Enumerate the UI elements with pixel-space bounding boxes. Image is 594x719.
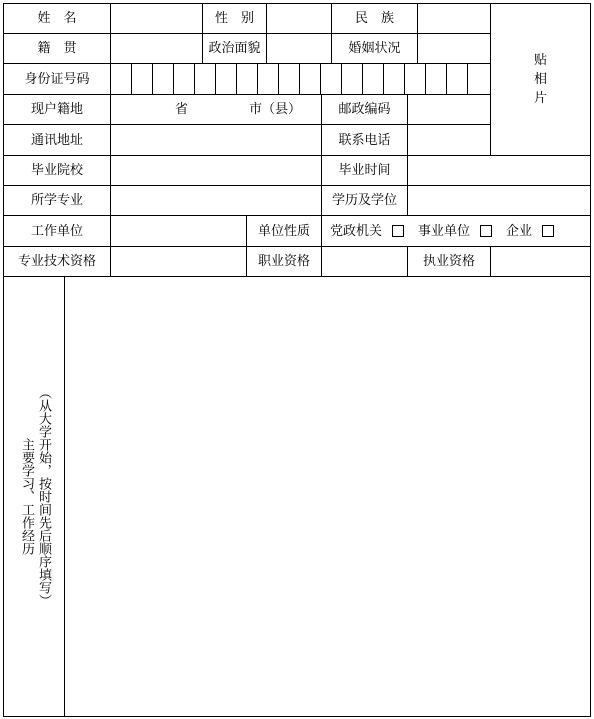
history-title: 主要学习、工作经历	[19, 438, 34, 555]
unit-option-enterprise[interactable]: 企业	[506, 225, 554, 238]
ethnicity-field[interactable]	[417, 3, 491, 34]
phone-field[interactable]	[407, 124, 491, 156]
province-label: 省	[175, 102, 189, 117]
employer-label: 工作单位	[3, 215, 111, 247]
id-digit-divider	[383, 63, 404, 95]
gender-label: 性 别	[202, 3, 267, 34]
marital-status-field[interactable]	[417, 33, 491, 64]
history-field[interactable]	[64, 276, 591, 717]
id-digit-divider	[215, 63, 236, 95]
photo-label-3: 片	[533, 91, 547, 106]
checkbox-icon[interactable]	[542, 225, 554, 237]
id-digit-divider	[446, 63, 467, 95]
household-label: 现户籍地	[3, 94, 111, 125]
checkbox-icon[interactable]	[480, 225, 492, 237]
id-digit-divider	[341, 63, 362, 95]
job-qual-label: 职业资格	[246, 246, 322, 277]
native-place-field[interactable]	[110, 33, 203, 64]
grad-time-field[interactable]	[407, 155, 591, 186]
city-label: 市（县）	[249, 102, 302, 117]
employer-field[interactable]	[110, 215, 247, 247]
ethnicity-label: 民 族	[331, 3, 418, 34]
practice-qual-label: 执业资格	[407, 246, 491, 277]
id-number-label: 身份证号码	[3, 63, 111, 95]
household-field[interactable]	[110, 94, 322, 125]
address-label: 通讯地址	[3, 124, 111, 156]
unit-option-institution[interactable]: 事业单位	[418, 225, 506, 238]
id-digit-divider	[194, 63, 215, 95]
political-status-label: 政治面貌	[202, 33, 267, 64]
photo-box[interactable]	[490, 3, 591, 156]
checkbox-icon[interactable]	[392, 225, 404, 237]
address-field[interactable]	[110, 124, 322, 156]
name-field[interactable]	[110, 3, 203, 34]
history-note: （从大学开始，按时间先后顺序填写）	[35, 386, 51, 607]
degree-field[interactable]	[407, 185, 591, 216]
id-digit-divider	[299, 63, 320, 95]
unit-type-options	[321, 215, 591, 247]
job-qual-field[interactable]	[321, 246, 408, 277]
id-digit-divider	[320, 63, 341, 95]
degree-label: 学历及学位	[321, 185, 408, 216]
unit-option-party-gov[interactable]: 党政机关	[330, 225, 418, 238]
tech-qual-field[interactable]	[110, 246, 247, 277]
photo-label-1: 贴	[533, 53, 547, 68]
id-digit-divider	[425, 63, 446, 95]
id-digit-divider	[131, 63, 152, 95]
school-field[interactable]	[110, 155, 322, 186]
phone-label: 联系电话	[321, 124, 408, 156]
native-place-label: 籍 贯	[3, 33, 111, 64]
gender-field[interactable]	[266, 3, 332, 34]
postcode-field[interactable]	[407, 94, 491, 125]
name-label: 姓 名	[3, 3, 111, 34]
photo-label-2: 相	[533, 72, 547, 87]
major-field[interactable]	[110, 185, 322, 216]
practice-qual-field[interactable]	[490, 246, 591, 277]
marital-status-label: 婚姻状况	[331, 33, 418, 64]
major-label: 所学专业	[3, 185, 111, 216]
school-label: 毕业院校	[3, 155, 111, 186]
unit-type-label: 单位性质	[246, 215, 322, 247]
id-digit-divider	[236, 63, 257, 95]
id-digit-divider	[362, 63, 383, 95]
grad-time-label: 毕业时间	[321, 155, 408, 186]
political-status-field[interactable]	[266, 33, 332, 64]
id-digit-divider	[257, 63, 278, 95]
id-digit-divider	[467, 63, 488, 95]
tech-qual-label: 专业技术资格	[3, 246, 111, 277]
id-digit-divider	[278, 63, 299, 95]
history-label	[3, 276, 65, 717]
id-digit-divider	[404, 63, 425, 95]
postcode-label: 邮政编码	[321, 94, 408, 125]
id-digit-divider	[173, 63, 194, 95]
id-digit-divider	[152, 63, 173, 95]
